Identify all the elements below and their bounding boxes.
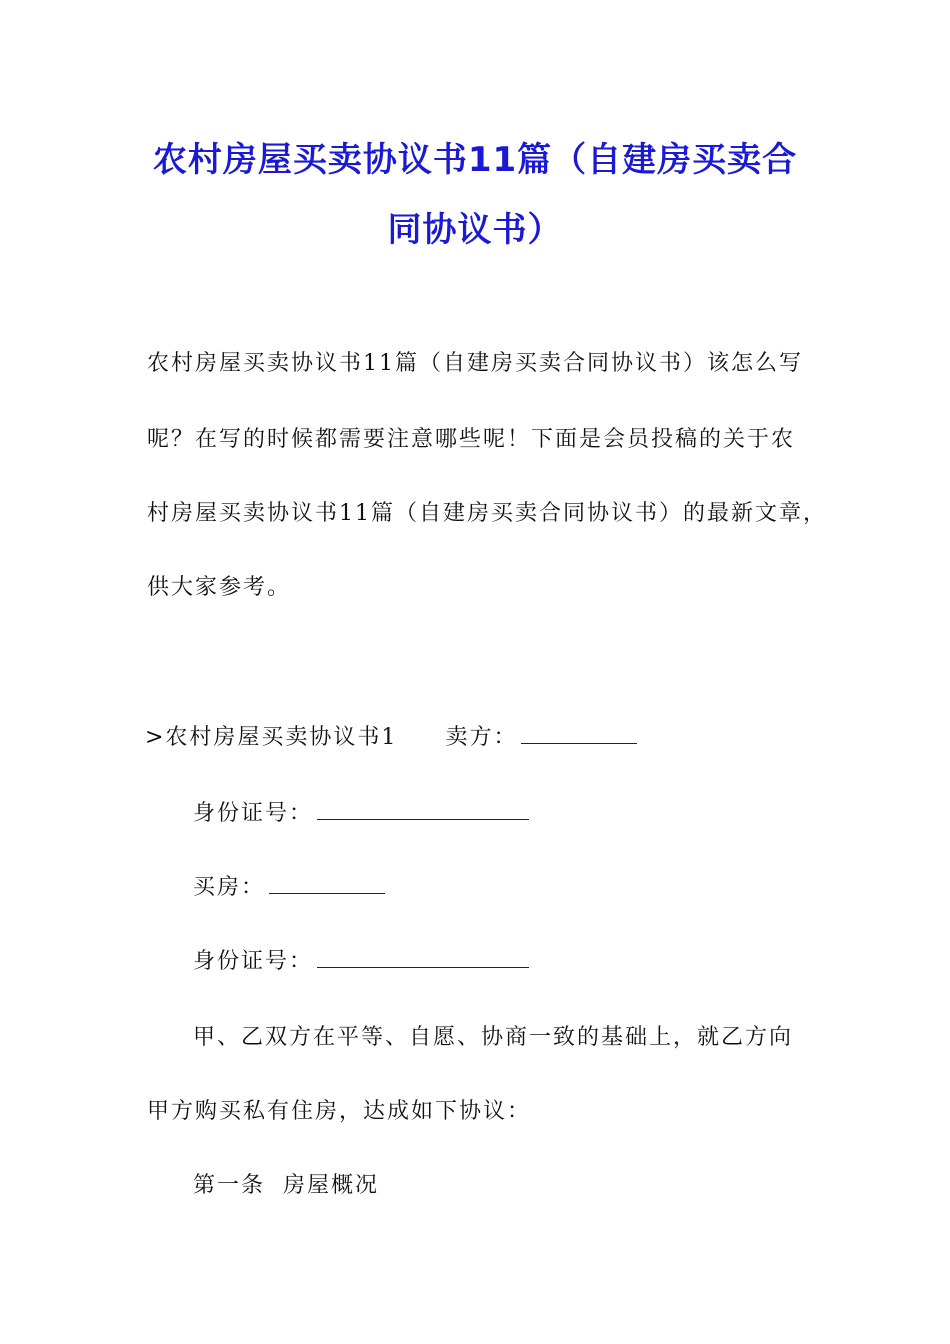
intro-line-2: 呢？在写的时候都需要注意哪些呢！下面是会员投稿的关于农 (147, 427, 796, 452)
section-heading-row (145, 720, 637, 751)
document-title-line-2: 同协议书） (387, 210, 563, 250)
intro-line-1: 农村房屋买卖协议书11篇（自建房买卖合同协议书）该怎么写 (147, 351, 803, 376)
buyer-row (193, 870, 385, 901)
agreement-line-2: 甲方购买私有住房，达成如下协议： (147, 1099, 532, 1124)
intro-line-3: 村房屋买卖协议书11篇（自建房买卖合同协议书）的最新文章， (147, 501, 827, 526)
seller-id-label: 身份证号： (193, 801, 314, 826)
seller-id-row (193, 796, 529, 827)
document-title-line-1: 农村房屋买卖协议书11篇（自建房买卖合 (152, 140, 798, 180)
seller-label: 卖方： (445, 725, 518, 750)
section-heading: >农村房屋买卖协议书1 (145, 725, 398, 750)
seller-blank (521, 723, 637, 744)
agreement-line-1: 甲、乙双方在平等、自愿、协商一致的基础上，就乙方向 (193, 1025, 794, 1050)
buyer-id-row (193, 944, 529, 975)
article-1-heading: 第一条 房屋概况 (193, 1173, 379, 1198)
intro-line-4: 供大家参考。 (147, 575, 292, 600)
buyer-id-label: 身份证号： (193, 949, 314, 974)
buyer-id-blank (317, 947, 529, 968)
buyer-label: 买房： (193, 875, 266, 900)
buyer-blank (269, 873, 385, 894)
seller-id-blank (317, 799, 529, 820)
